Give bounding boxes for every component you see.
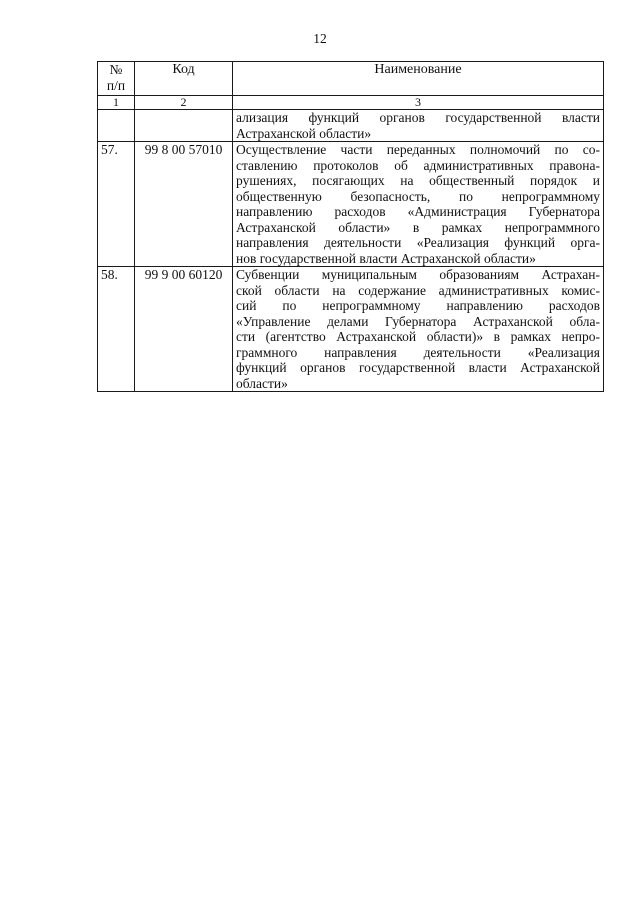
name-line: сти (агентство Астраханской области)» в рамках непро- <box>236 329 600 344</box>
row-number: 58. <box>98 267 135 392</box>
column-index-2: 2 <box>135 96 233 110</box>
name-line: нов государственной власти Астраханской области» <box>236 250 536 266</box>
column-index-3: 3 <box>233 96 604 110</box>
table-row <box>98 267 604 392</box>
row-number: 57. <box>98 142 135 267</box>
name-line: общественную безопасность, по непрограммному <box>236 188 600 204</box>
name-line: «Управление делами Губернатора Астраханской обла- <box>236 313 600 329</box>
name-line: функций органов государственной власти Астраханской <box>236 360 600 375</box>
row-code: 99 9 00 60120 <box>135 267 233 392</box>
name-line: направлению расходов «Администрация Губернатора <box>236 204 600 219</box>
row-name <box>233 267 604 392</box>
name-line: Осуществление части переданных полномочий по со- <box>236 142 600 157</box>
row-number <box>98 110 135 142</box>
name-line: области» <box>236 375 288 391</box>
name-line: Астраханской области» <box>236 125 372 141</box>
page-number: 12 <box>313 31 327 46</box>
name-line: сий по непрограммному направлению расходов <box>236 298 600 313</box>
name-line: направления деятельности «Реализация функций орга- <box>236 235 600 250</box>
header-number <box>98 62 135 96</box>
table-row <box>98 142 604 267</box>
name-line: рушениях, посягающих на общественный порядок и <box>236 173 600 188</box>
column-index-row <box>98 96 604 110</box>
name-line: ской области на содержание административных комис- <box>236 282 600 298</box>
budget-classification-table <box>97 61 604 392</box>
column-index-1: 1 <box>98 96 135 110</box>
row-code: 99 8 00 57010 <box>135 142 233 267</box>
header-code: Код <box>135 62 233 96</box>
row-name <box>233 110 604 142</box>
row-name <box>233 142 604 267</box>
header-number-symbol: № <box>109 62 123 77</box>
table-row-continued <box>98 110 604 142</box>
row-code <box>135 110 233 142</box>
name-line: Астраханской области» в рамках непрограммного <box>236 219 600 235</box>
header-name: Наименование <box>233 62 604 96</box>
name-line: граммного направления деятельности «Реализация <box>236 344 600 360</box>
name-line: ставлению протоколов об административных правона- <box>236 157 600 173</box>
name-line: ализация функций органов государственной власти <box>236 110 600 125</box>
header-number-abbr: п/п <box>106 78 126 93</box>
name-line: Субвенции муниципальным образованиям Астрахан- <box>236 267 600 282</box>
table-header-row <box>98 62 604 96</box>
